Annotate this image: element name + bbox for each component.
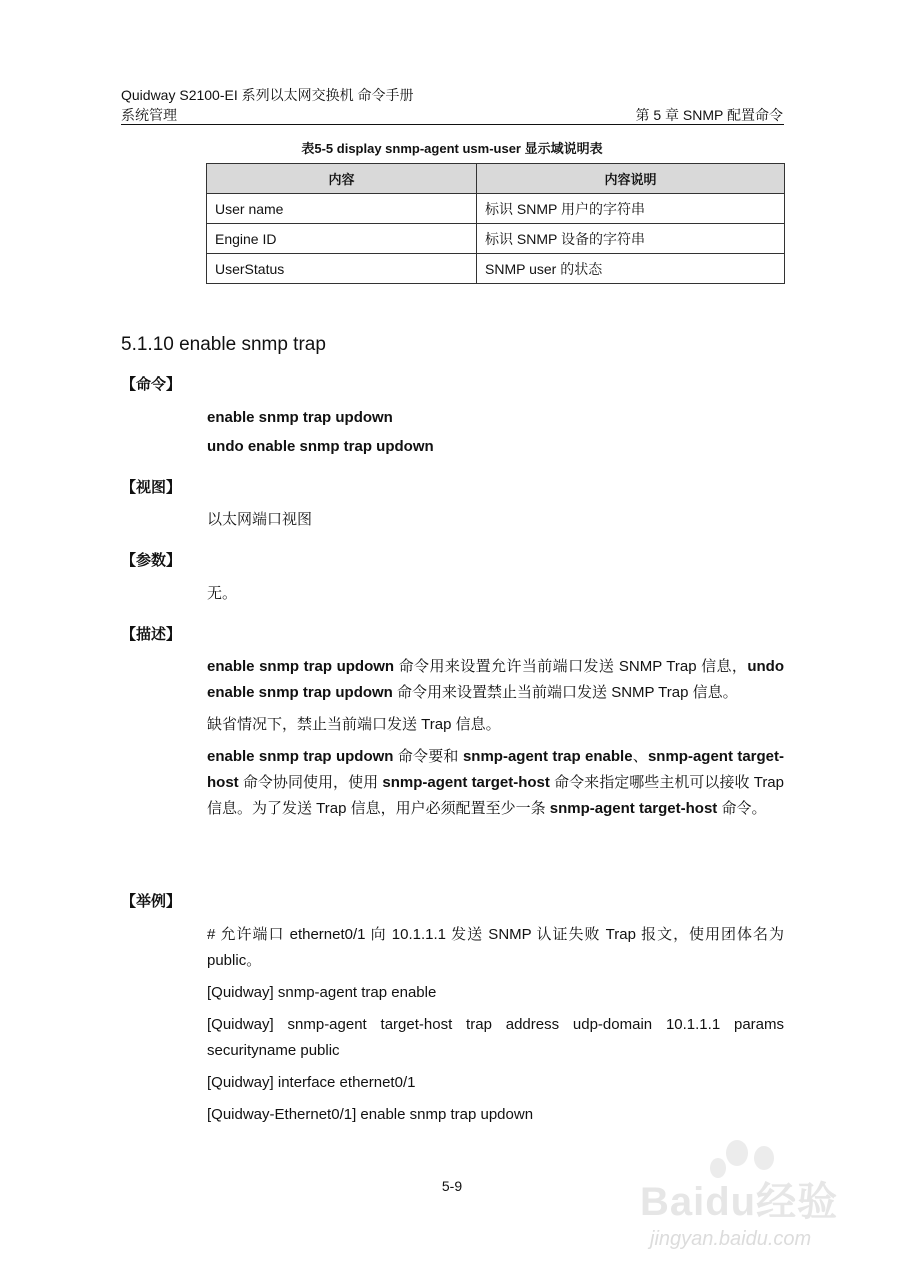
watermark — [640, 1140, 860, 1270]
table-cell: 标识 SNMP 用户的字符串 — [477, 194, 785, 224]
params-heading: 【参数】 — [121, 552, 182, 569]
example-line: [Quidway] snmp-agent trap enable — [207, 984, 437, 1001]
header-left: 系统管理 — [121, 107, 177, 123]
cmd-inline: snmp-agent target-host — [382, 774, 550, 791]
example-line: [Quidway] interface ethernet0/1 — [207, 1074, 416, 1091]
cmd-inline: enable snmp trap updown — [207, 658, 395, 675]
command-line: undo enable snmp trap updown — [207, 438, 434, 455]
table-caption: 表5-5 display snmp-agent usm-user 显示域说明表 — [301, 141, 603, 156]
cmd-inline: enable snmp trap updown — [207, 748, 394, 765]
cmd-inline: undo enable snmp trap updown — [207, 658, 784, 701]
table-header-cell: 内容 — [207, 164, 477, 194]
table-row — [207, 254, 785, 284]
paw-icon — [726, 1140, 748, 1166]
command-line: enable snmp trap updown — [207, 409, 393, 426]
params-text: 无。 — [207, 585, 238, 602]
table-cell: SNMP user 的状态 — [477, 254, 785, 284]
desc-text: 命令来指定哪些主机可以接收 Trap 信息。为了发送 Trap 信息，用户必须配置至少一条 — [207, 774, 784, 817]
cmd-inline: snmp-agent target-host — [549, 800, 718, 817]
header-right: 第 5 章 SNMP 配置命令 — [635, 107, 783, 123]
paw-icon — [754, 1146, 774, 1170]
example-block — [207, 922, 784, 1134]
header-title: Quidway S2100-EI 系列以太网交换机 命令手册 — [121, 87, 414, 103]
desc-heading: 【描述】 — [121, 626, 182, 643]
desc-text: 命令要和 — [393, 748, 463, 765]
section-title: 5.1.10 enable snmp trap — [121, 334, 326, 355]
table-row — [207, 194, 785, 224]
desc-text: 命令用来设置禁止当前端口发送 SNMP Trap 信息。 — [392, 684, 738, 701]
view-text: 以太网端口视图 — [207, 511, 313, 528]
table-cell: User name — [207, 194, 477, 224]
desc-paragraph — [207, 654, 784, 706]
example-line: [Quidway-Ethernet0/1] enable snmp trap updown — [207, 1106, 534, 1123]
page-number: 5-9 — [441, 1178, 463, 1194]
desc-text: 命令用来设置允许当前端口发送 SNMP Trap 信息， — [394, 658, 748, 675]
desc-paragraph: 缺省情况下，禁止当前端口发送 Trap 信息。 — [207, 716, 501, 733]
table-cell: Engine ID — [207, 224, 477, 254]
example-line: # 允许端口 ethernet0/1 向 10.1.1.1 发送 SNMP 认证失败 Trap 报文，使用团体名为 public。 — [207, 926, 784, 969]
field-table — [206, 163, 785, 284]
desc-text: 命令协同使用，使用 — [238, 774, 383, 791]
table-row — [207, 224, 785, 254]
desc-text: 命令。 — [717, 800, 767, 817]
header-sub — [121, 105, 783, 125]
header-rule — [121, 124, 784, 125]
description — [207, 654, 784, 828]
command-list — [207, 405, 784, 460]
example-line: [Quidway] snmp-agent target-host trap address udp-domain 10.1.1.1 params securityname public — [207, 1016, 784, 1059]
command-heading: 【命令】 — [121, 376, 182, 393]
cmd-inline: snmp-agent target-host — [207, 748, 784, 791]
desc-text: 、 — [632, 748, 648, 765]
watermark-text: Baidu经验 — [640, 1180, 839, 1224]
table-header-cell: 内容说明 — [477, 164, 785, 194]
table-cell: UserStatus — [207, 254, 477, 284]
table-cell: 标识 SNMP 设备的字符串 — [477, 224, 785, 254]
watermark-url: jingyan.baidu.com — [650, 1228, 812, 1250]
desc-paragraph — [207, 744, 784, 822]
view-heading: 【视图】 — [121, 479, 182, 496]
table-header-row — [207, 164, 785, 194]
example-heading: 【举例】 — [121, 893, 182, 910]
cmd-inline: snmp-agent trap enable — [462, 748, 633, 765]
